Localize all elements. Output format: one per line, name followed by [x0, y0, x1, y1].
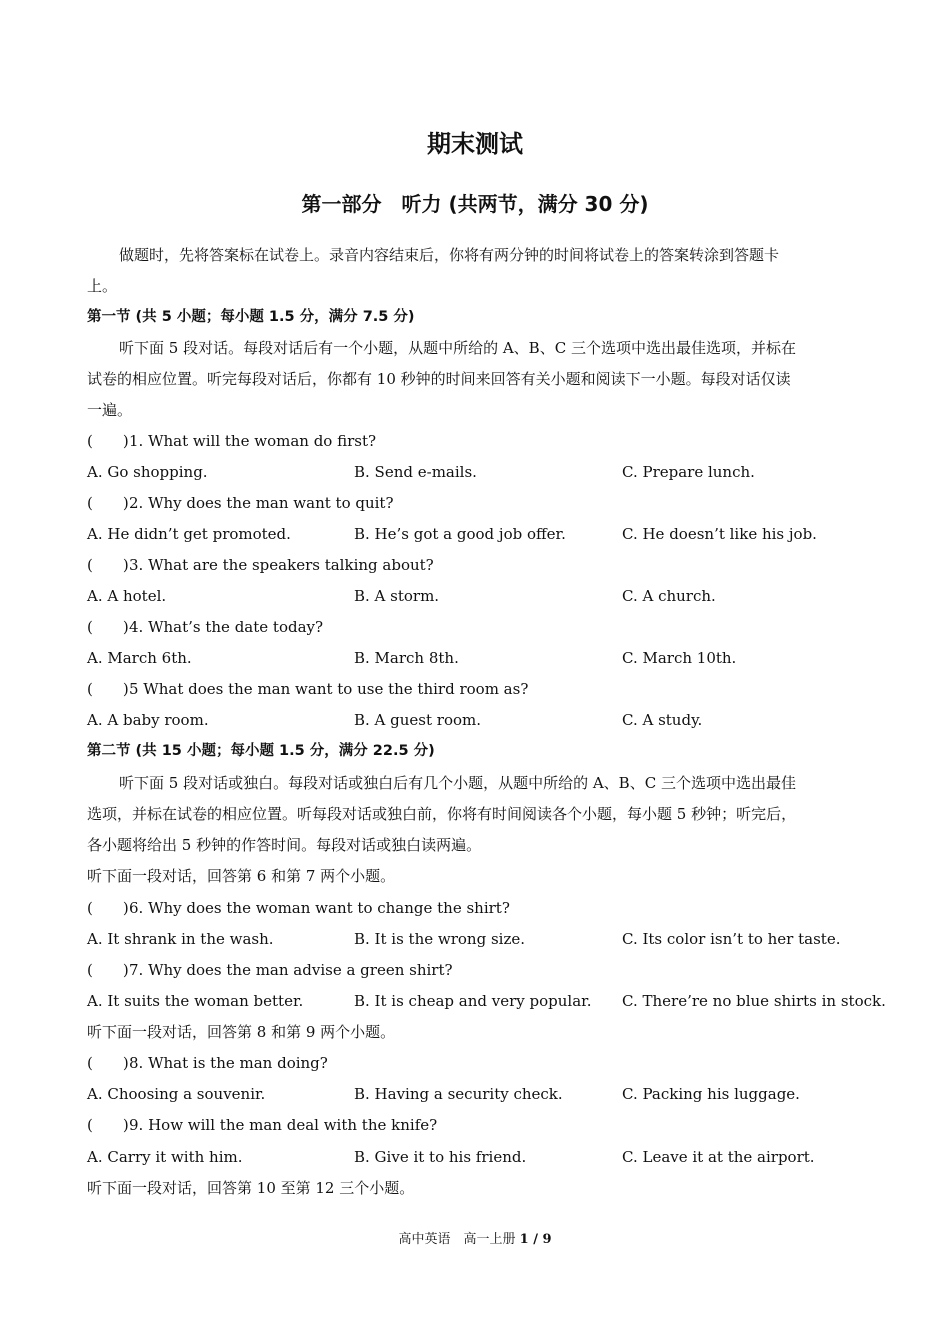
prompt-q10-q12: 听下面一段对话，回答第 10 至第 12 三个小题。 — [87, 1179, 415, 1197]
prompt-q8-q9: 听下面一段对话，回答第 8 和第 9 两个小题。 — [87, 1023, 396, 1041]
section1-desc-line-1: 听下面 5 段对话。每段对话后有一个小题，从题中所给的 A、B、C 三个选项中选出最佳选项，并标在 — [119, 339, 796, 357]
question-text: 8. What is the man doing? — [129, 1054, 328, 1072]
section1-desc-line-2: 试卷的相应位置。听完每段对话后，你都有 10 秒钟的时间来回答有关小题和阅读下一小题。每段对话仅读 — [87, 370, 791, 388]
option-c: C. A church. — [622, 587, 716, 605]
option-a: A. He didn’t get promoted. — [87, 525, 291, 543]
question-8-stem — [87, 1048, 867, 1079]
question-text: 6. Why does the woman want to change the shirt? — [129, 899, 510, 917]
option-a: A. It shrank in the wash. — [87, 930, 274, 948]
question-text: 9. How will the man deal with the knife? — [129, 1116, 438, 1134]
option-a: A. Carry it with him. — [87, 1148, 243, 1166]
option-c: C. Its color isn’t to her taste. — [622, 930, 841, 948]
question-text: 1. What will the woman do first? — [129, 432, 377, 450]
option-b: B. He’s got a good job offer. — [354, 525, 566, 543]
prompt-q6-q7: 听下面一段对话，回答第 6 和第 7 两个小题。 — [87, 867, 396, 885]
section2-desc-line-2: 选项，并标在试卷的相应位置。听每段对话或独白前，你将有时间阅读各个小题，每小题 5 秒钟；听完后， — [87, 805, 797, 823]
option-b: B. Having a security check. — [354, 1085, 563, 1103]
answer-blank[interactable]: ( ) — [87, 1054, 129, 1072]
answer-blank[interactable]: ( ) — [87, 680, 129, 698]
option-b: B. March 8th. — [354, 649, 459, 667]
footer-text: 高中英语 高一上册 — [398, 1232, 516, 1247]
section1-desc-line-3: 一遍。 — [87, 401, 133, 419]
option-c: C. He doesn’t like his job. — [622, 525, 817, 543]
page-title: 期末测试 — [427, 130, 523, 158]
page-footer — [0, 1228, 950, 1247]
question-2-stem — [87, 488, 867, 519]
option-c: C. Leave it at the airport. — [622, 1148, 815, 1166]
question-4-stem — [87, 612, 867, 643]
option-a: A. A hotel. — [87, 587, 167, 605]
instructions-line-1: 做题时，先将答案标在试卷上。录音内容结束后，你将有两分钟的时间将试卷上的答案转涂到答题卡 — [119, 246, 780, 264]
option-c: C. There’re no blue shirts in stock. — [622, 992, 886, 1010]
option-a: A. Choosing a souvenir. — [87, 1085, 266, 1103]
option-a: A. March 6th. — [87, 649, 192, 667]
option-c: C. March 10th. — [622, 649, 737, 667]
option-a: A. A baby room. — [87, 711, 209, 729]
section2-desc-line-3: 各小题将给出 5 秒钟的作答时间。每段对话或独白读两遍。 — [87, 836, 482, 854]
answer-blank[interactable]: ( ) — [87, 1116, 129, 1134]
answer-blank[interactable]: ( ) — [87, 494, 129, 512]
question-text: 7. Why does the man advise a green shirt? — [129, 961, 453, 979]
section1-heading: 第一节 (共 5 小题；每小题 1.5 分，满分 7.5 分) — [87, 309, 415, 325]
option-b: B. Give it to his friend. — [354, 1148, 527, 1166]
question-6-stem — [87, 893, 867, 924]
answer-blank[interactable]: ( ) — [87, 961, 129, 979]
answer-blank[interactable]: ( ) — [87, 556, 129, 574]
option-c: C. Packing his luggage. — [622, 1085, 800, 1103]
question-text: 2. Why does the man want to quit? — [129, 494, 394, 512]
page-number: 1 / 9 — [519, 1232, 552, 1247]
question-1-stem — [87, 426, 867, 457]
answer-blank[interactable]: ( ) — [87, 432, 129, 450]
option-b: B. It is cheap and very popular. — [354, 992, 592, 1010]
option-c: C. A study. — [622, 711, 703, 729]
question-text: 4. What’s the date today? — [129, 618, 324, 636]
instructions-line-2: 上。 — [87, 277, 118, 295]
option-b: B. It is the wrong size. — [354, 930, 525, 948]
question-5-stem — [87, 674, 867, 705]
option-b: B. A storm. — [354, 587, 440, 605]
question-text: 5 What does the man want to use the third room as? — [129, 680, 529, 698]
answer-blank[interactable]: ( ) — [87, 618, 129, 636]
question-7-stem — [87, 955, 867, 986]
option-a: A. It suits the woman better. — [87, 992, 304, 1010]
section2-heading: 第二节 (共 15 小题；每小题 1.5 分，满分 22.5 分) — [87, 743, 435, 759]
option-b: B. Send e-mails. — [354, 463, 477, 481]
section2-desc-line-1: 听下面 5 段对话或独白。每段对话或独白后有几个小题，从题中所给的 A、B、C 三个选项中选出最佳 — [119, 774, 796, 792]
option-a: A. Go shopping. — [87, 463, 208, 481]
answer-blank[interactable]: ( ) — [87, 899, 129, 917]
question-text: 3. What are the speakers talking about? — [129, 556, 434, 574]
option-b: B. A guest room. — [354, 711, 482, 729]
part1-title: 第一部分 听力 (共两节，满分 30 分) — [301, 192, 649, 216]
question-3-stem — [87, 550, 867, 581]
question-9-stem — [87, 1110, 867, 1141]
option-c: C. Prepare lunch. — [622, 463, 755, 481]
